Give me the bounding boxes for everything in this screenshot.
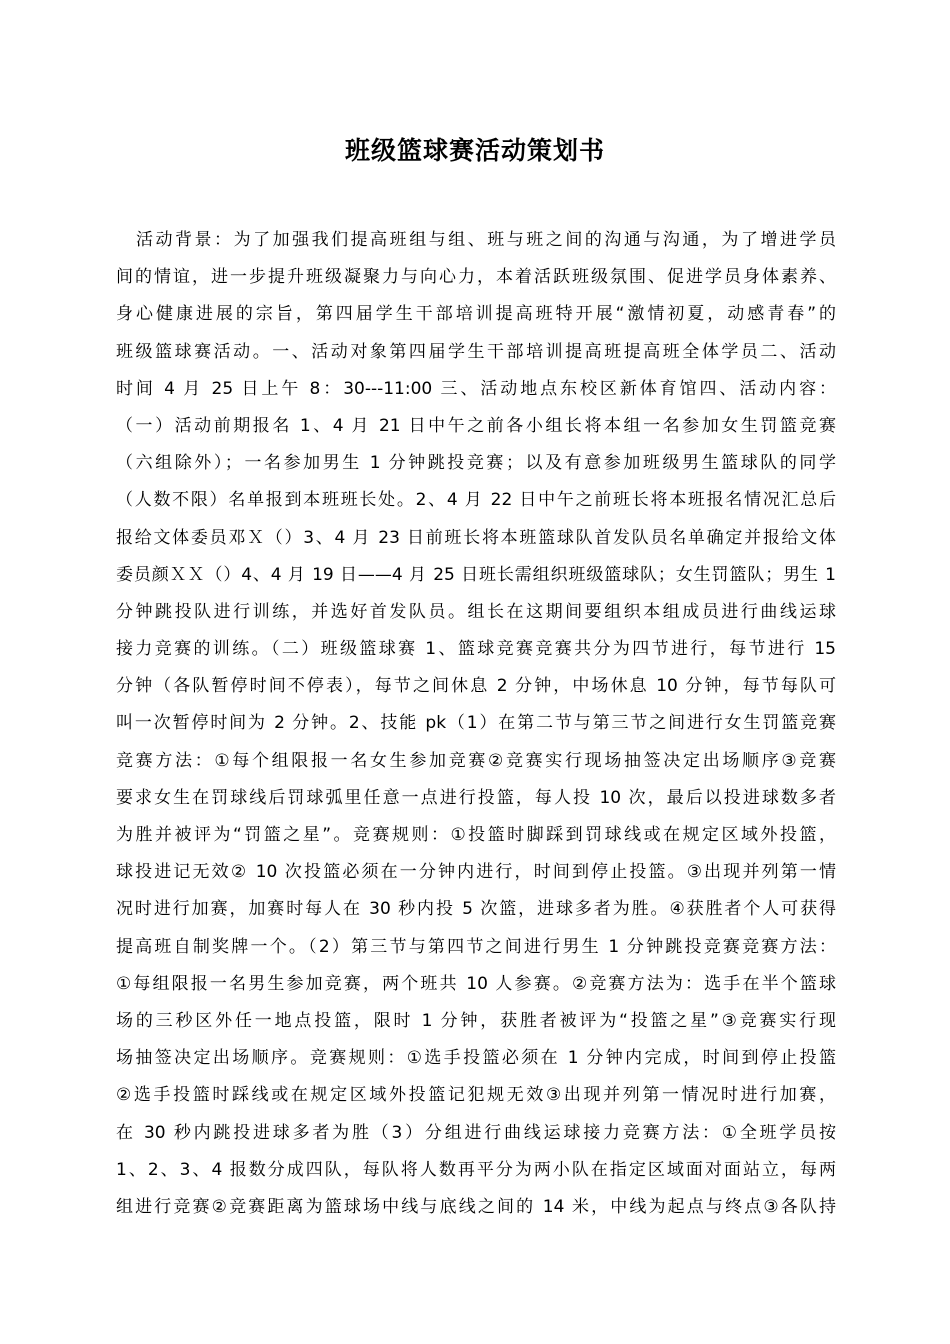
body-line: 活动背景：为了加强我们提高班组与组、班与班之间的沟通与沟通，为了增进学员 (136, 230, 836, 250)
body-line: 场抽签决定出场顺序。竞赛规则：①选手投篮必须在 1 分钟内完成，时间到停止投篮 (116, 1048, 836, 1069)
body-line: 在 30 秒内跳投进球多者为胜（3）分组进行曲线运球接力竞赛方法：①全班学员按 (116, 1122, 836, 1143)
body-line: 提高班自制奖牌一个。（2）第三节与第四节之间进行男生 1 分钟跳投竞赛竞赛方法： (116, 936, 836, 957)
body-line: 身心健康进展的宗旨，第四届学生干部培训提高班特开展“激情初夏，动感青春”的 (116, 304, 836, 325)
body-line: 为胜并被评为“罚篮之星”。竞赛规则：①投篮时脚踩到罚球线或在规定区域外投篮， (116, 825, 836, 845)
body-line: 时间 4 月 25 日上午 8：30---11:00 三、活动地点东校区新体育馆四、活动内容： (116, 378, 836, 399)
document-body (116, 225, 836, 1229)
body-line: 间的情谊，进一步提升班级凝聚力与向心力，本着活跃班级氛围、促进学员身体素养、 (116, 267, 836, 288)
body-line: 竞赛方法：①每个组限报一名女生参加竞赛②竞赛实行现场抽签决定出场顺序③竞赛 (116, 750, 836, 771)
body-line: （人数不限）名单报到本班班长处。2、4 月 22 日中午之前班长将本班报名情况汇总后 (116, 490, 836, 511)
body-line: 报给文体委员邓Ｘ（）3、4 月 23 日前班长将本班篮球队首发队员名单确定并报给文体 (116, 527, 836, 548)
body-line: 分钟跳投队进行训练，并选好首发队员。组长在这期间要组织本组成员进行曲线运球 (116, 601, 836, 622)
body-line: 分钟（各队暂停时间不停表），每节之间休息 2 分钟，中场休息 10 分钟，每节每队可 (116, 676, 836, 697)
body-line: 场的三秒区外任一地点投篮，限时 1 分钟，获胜者被评为“投篮之星”③竞赛实行现 (116, 1010, 836, 1031)
body-line: 1、2、3、4 报数分成四队，每队将人数再平分为两小队在指定区域面对面站立，每两 (116, 1159, 836, 1180)
body-line: 球投进记无效② 10 次投篮必须在一分钟内进行，时间到停止投篮。③出现并列第一情 (116, 862, 836, 883)
body-line: 叫一次暂停时间为 2 分钟。2、技能 pk（1）在第二节与第三节之间进行女生罚篮竞赛 (116, 713, 836, 734)
document-title: 班级篮球赛活动策划书 (344, 136, 605, 165)
body-line: 委员颜ＸＸ（）4、4 月 19 日——4 月 25 日班长需组织班级篮球队；女生罚篮队；男生 1 (116, 564, 836, 585)
body-line: 况时进行加赛，加赛时每人在 30 秒内投 5 次篮，进球多者为胜。④获胜者个人可获得 (116, 899, 836, 920)
body-line: （六组除外）；一名参加男生 1 分钟跳投竞赛；以及有意参加班级男生篮球队的同学 (116, 453, 836, 474)
body-line: 要求女生在罚球线后罚球弧里任意一点进行投篮，每人投 10 次，最后以投进球数多者 (116, 787, 836, 808)
body-line: 组进行竞赛②竞赛距离为篮球场中线与底线之间的 14 米，中线为起点与终点③各队持 (116, 1196, 836, 1217)
body-line: 接力竞赛的训练。（二）班级篮球赛 1、篮球竞赛竞赛共分为四节进行，每节进行 15 (116, 639, 836, 660)
body-line: 班级篮球赛活动。一、活动对象第四届学生干部培训提高班提高班全体学员二、活动 (116, 341, 836, 362)
body-line: （一）活动前期报名 1、4 月 21 日中午之前各小组长将本组一名参加女生罚篮竞赛 (116, 415, 836, 436)
body-line: ①每组限报一名男生参加竞赛，两个班共 10 人参赛。②竞赛方法为：选手在半个篮球 (116, 973, 836, 994)
body-line: ②选手投篮时踩线或在规定区域外投篮记犯规无效③出现并列第一情况时进行加赛， (116, 1085, 836, 1106)
